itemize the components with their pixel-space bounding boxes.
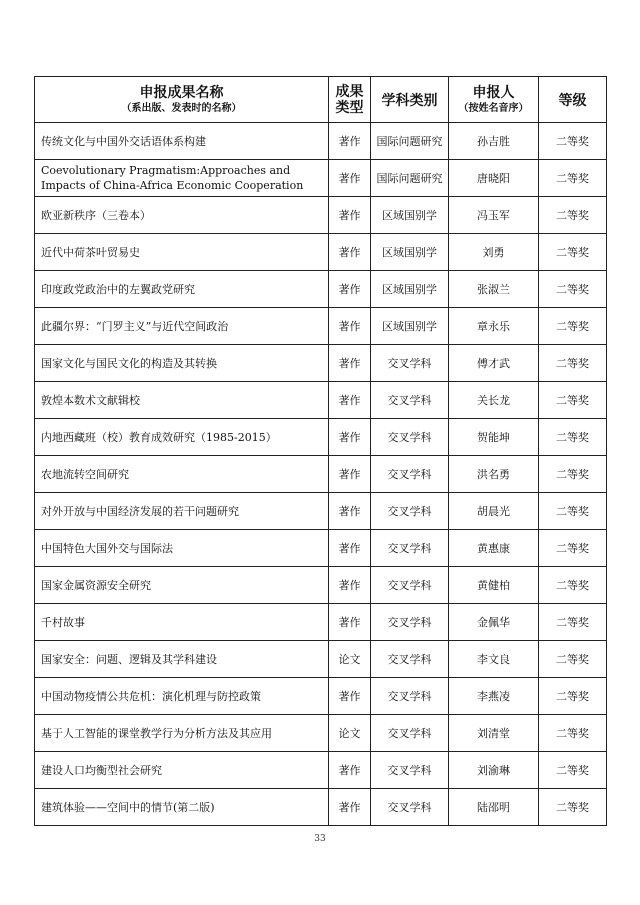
table-body <box>35 123 607 826</box>
cell-type: 著作 <box>329 493 371 530</box>
cell-type: 著作 <box>329 345 371 382</box>
cell-grade: 二等奖 <box>539 789 607 826</box>
cell-grade: 二等奖 <box>539 308 607 345</box>
table-row <box>35 567 607 604</box>
cell-applicant: 刘渝琳 <box>449 752 539 789</box>
table-row <box>35 530 607 567</box>
cell-title: 中国动物疫情公共危机：演化机理与防控政策 <box>35 678 329 715</box>
cell-grade: 二等奖 <box>539 678 607 715</box>
cell-grade: 二等奖 <box>539 419 607 456</box>
cell-type: 著作 <box>329 234 371 271</box>
cell-title: 建设人口均衡型社会研究 <box>35 752 329 789</box>
cell-applicant: 胡晨光 <box>449 493 539 530</box>
cell-grade: 二等奖 <box>539 604 607 641</box>
table-row <box>35 789 607 826</box>
header-category <box>371 77 449 123</box>
table-row <box>35 234 607 271</box>
cell-type: 著作 <box>329 160 371 197</box>
cell-category: 国际问题研究 <box>371 160 449 197</box>
cell-type: 著作 <box>329 197 371 234</box>
header-type-line1: 成果 <box>335 83 364 100</box>
cell-grade: 二等奖 <box>539 271 607 308</box>
cell-applicant: 贺能坤 <box>449 419 539 456</box>
cell-title: 千村故事 <box>35 604 329 641</box>
cell-title: 此疆尔界：“门罗主义”与近代空间政治 <box>35 308 329 345</box>
header-type-line2: 类型 <box>335 99 364 116</box>
cell-category: 区域国别学 <box>371 234 449 271</box>
cell-type: 著作 <box>329 419 371 456</box>
cell-title: 中国特色大国外交与国际法 <box>35 530 329 567</box>
cell-grade: 二等奖 <box>539 715 607 752</box>
header-title-main: 申报成果名称 <box>139 84 224 101</box>
table-row <box>35 752 607 789</box>
table-row <box>35 456 607 493</box>
cell-category: 交叉学科 <box>371 678 449 715</box>
cell-type: 著作 <box>329 678 371 715</box>
cell-grade: 二等奖 <box>539 123 607 160</box>
cell-title: 基于人工智能的课堂教学行为分析方法及其应用 <box>35 715 329 752</box>
cell-category: 交叉学科 <box>371 567 449 604</box>
cell-category: 交叉学科 <box>371 789 449 826</box>
cell-type: 著作 <box>329 752 371 789</box>
table-row <box>35 197 607 234</box>
table-row <box>35 160 607 197</box>
cell-category: 区域国别学 <box>371 271 449 308</box>
header-applicant <box>449 77 539 123</box>
cell-applicant: 刘清堂 <box>449 715 539 752</box>
table-row <box>35 308 607 345</box>
table-row <box>35 382 607 419</box>
cell-title: 建筑体验——空间中的情节(第二版) <box>35 789 329 826</box>
cell-grade: 二等奖 <box>539 567 607 604</box>
table-header-row <box>35 77 607 123</box>
cell-title: Coevolutionary Pragmatism:Approaches and Impacts of China-Africa Economic Cooperation <box>35 160 329 197</box>
header-title-sub: （系出版、发表时的名称） <box>121 102 242 114</box>
cell-type: 著作 <box>329 789 371 826</box>
cell-applicant: 李文良 <box>449 641 539 678</box>
cell-type: 著作 <box>329 604 371 641</box>
cell-type: 著作 <box>329 271 371 308</box>
cell-applicant: 陆邵明 <box>449 789 539 826</box>
cell-title: 近代中荷茶叶贸易史 <box>35 234 329 271</box>
cell-applicant: 唐晓阳 <box>449 160 539 197</box>
cell-applicant: 洪名勇 <box>449 456 539 493</box>
cell-title: 印度政党政治中的左翼政党研究 <box>35 271 329 308</box>
table-row <box>35 678 607 715</box>
cell-applicant: 金佩华 <box>449 604 539 641</box>
cell-category: 交叉学科 <box>371 530 449 567</box>
cell-title: 农地流转空间研究 <box>35 456 329 493</box>
cell-grade: 二等奖 <box>539 234 607 271</box>
page-number: 33 <box>314 834 326 844</box>
cell-grade: 二等奖 <box>539 641 607 678</box>
cell-applicant: 孙吉胜 <box>449 123 539 160</box>
cell-grade: 二等奖 <box>539 345 607 382</box>
awards-table <box>34 76 607 826</box>
cell-category: 区域国别学 <box>371 197 449 234</box>
cell-title: 敦煌本数术文献辑校 <box>35 382 329 419</box>
table-row <box>35 641 607 678</box>
table-row <box>35 715 607 752</box>
cell-title: 国家金属资源安全研究 <box>35 567 329 604</box>
header-category-label: 学科类别 <box>381 92 438 109</box>
cell-applicant: 关长龙 <box>449 382 539 419</box>
cell-title: 内地西藏班（校）教育成效研究（1985-2015） <box>35 419 329 456</box>
cell-grade: 二等奖 <box>539 456 607 493</box>
cell-type: 著作 <box>329 308 371 345</box>
cell-grade: 二等奖 <box>539 160 607 197</box>
cell-type: 著作 <box>329 123 371 160</box>
header-grade-label: 等级 <box>558 92 587 109</box>
cell-title: 传统文化与中国外交话语体系构建 <box>35 123 329 160</box>
cell-type: 论文 <box>329 641 371 678</box>
cell-category: 国际问题研究 <box>371 123 449 160</box>
table-row <box>35 271 607 308</box>
cell-category: 交叉学科 <box>371 752 449 789</box>
table-row <box>35 345 607 382</box>
cell-grade: 二等奖 <box>539 493 607 530</box>
cell-category: 交叉学科 <box>371 382 449 419</box>
cell-type: 论文 <box>329 715 371 752</box>
table-row <box>35 123 607 160</box>
cell-type: 著作 <box>329 382 371 419</box>
cell-category: 交叉学科 <box>371 345 449 382</box>
cell-applicant: 黄健柏 <box>449 567 539 604</box>
cell-category: 交叉学科 <box>371 419 449 456</box>
cell-applicant: 张淑兰 <box>449 271 539 308</box>
cell-applicant: 冯玉军 <box>449 197 539 234</box>
cell-applicant: 李燕凌 <box>449 678 539 715</box>
cell-title: 对外开放与中国经济发展的若干问题研究 <box>35 493 329 530</box>
header-applicant-sub: （按姓名音序） <box>458 102 529 114</box>
cell-title: 国家文化与国民文化的构造及其转换 <box>35 345 329 382</box>
table-row <box>35 493 607 530</box>
cell-title: 国家安全：问题、逻辑及其学科建设 <box>35 641 329 678</box>
table-row <box>35 604 607 641</box>
cell-grade: 二等奖 <box>539 197 607 234</box>
table-row <box>35 419 607 456</box>
cell-title: 欧亚新秩序（三卷本） <box>35 197 329 234</box>
cell-grade: 二等奖 <box>539 752 607 789</box>
header-grade <box>539 77 607 123</box>
cell-applicant: 章永乐 <box>449 308 539 345</box>
cell-category: 区域国别学 <box>371 308 449 345</box>
header-applicant-main: 申报人 <box>472 84 515 101</box>
cell-grade: 二等奖 <box>539 530 607 567</box>
cell-category: 交叉学科 <box>371 456 449 493</box>
cell-category: 交叉学科 <box>371 715 449 752</box>
header-type <box>329 77 371 123</box>
cell-applicant: 傅才武 <box>449 345 539 382</box>
cell-grade: 二等奖 <box>539 382 607 419</box>
cell-type: 著作 <box>329 530 371 567</box>
cell-applicant: 黄惠康 <box>449 530 539 567</box>
cell-category: 交叉学科 <box>371 604 449 641</box>
cell-type: 著作 <box>329 567 371 604</box>
cell-applicant: 刘勇 <box>449 234 539 271</box>
cell-category: 交叉学科 <box>371 641 449 678</box>
cell-category: 交叉学科 <box>371 493 449 530</box>
cell-type: 著作 <box>329 456 371 493</box>
header-title <box>35 77 329 123</box>
